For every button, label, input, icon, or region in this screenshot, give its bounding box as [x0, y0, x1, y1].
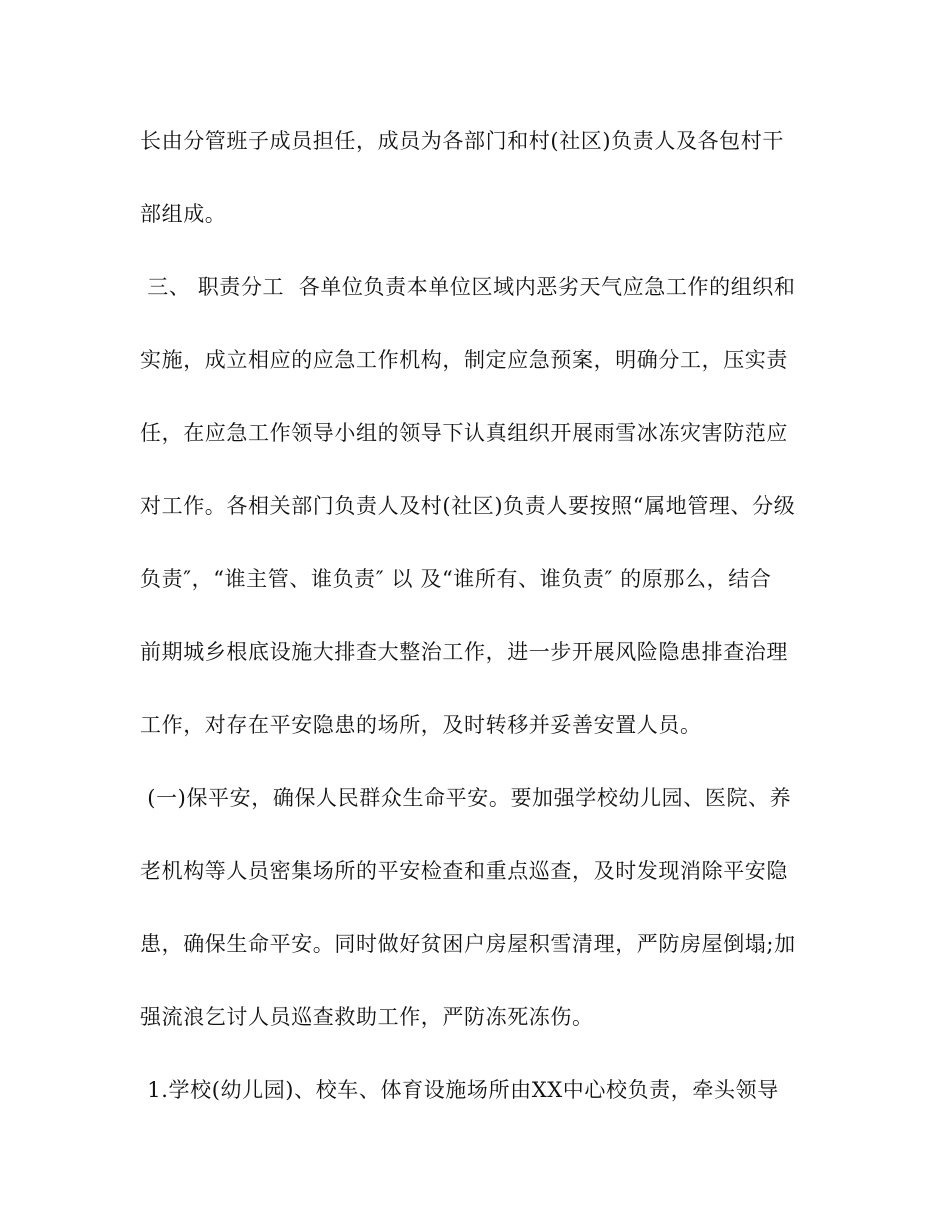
text-line: 对工作。各相关部门负责人及村(社区)负责人要按照“属地管理、分级: [140, 494, 796, 518]
text-line: 工作，对存在平安隐患的场所，及时转移并妥善安置人员。: [140, 713, 702, 737]
subsection-heading-line: (一)保平安，确保人民群众生命平安。要加强学校幼儿园、医院、养: [140, 786, 792, 810]
text-line: 实施，成立相应的应急工作机构，制定应急预案，明确分工，压实责: [140, 348, 788, 372]
list-item-line: 1.学校(幼儿园)、校车、体育设施场所由XX中心校负责，牵头领导: [140, 1078, 779, 1102]
text-line: 老机构等人员密集场所的平安检查和重点巡查，及时发现消除平安隐: [140, 859, 788, 883]
text-line: 负责″，“谁主管、谁负责″ 以 及“谁所有、谁负责″ 的原那么，结合: [140, 567, 772, 591]
text-line: 前期城乡根底设施大排查大整治工作，进一步开展风险隐患排查治理: [140, 640, 788, 664]
text-line: 长由分管班子成员担任，成员为各部门和村(社区)负责人及各包村干: [140, 129, 784, 153]
text-line: 任，在应急工作领导小组的领导下认真组织开展雨雪冰冻灾害防范应: [140, 421, 788, 445]
text-line: 部组成。: [140, 202, 227, 226]
text-line: 强流浪乞讨人员巡查救助工作，严防冻死冻伤。: [140, 1005, 594, 1029]
section-heading-line: 三、 职责分工 各单位负责本单位区域内恶劣天气应急工作的组织和: [140, 275, 796, 299]
text-line: 患，确保生命平安。同时做好贫困户房屋积雪清理，严防房屋倒塌;加: [140, 932, 796, 956]
